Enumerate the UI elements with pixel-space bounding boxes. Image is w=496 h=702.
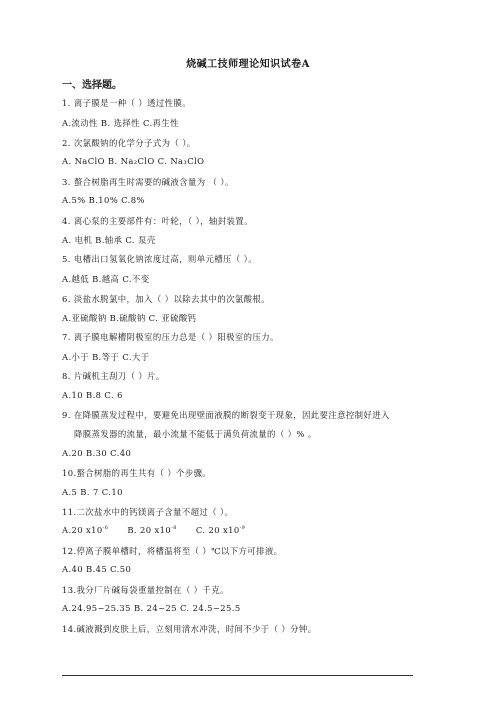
option-11-b: B. 20 x10: [127, 525, 172, 535]
question-5: 5. 电槽出口氢氧化钠浓度过高，则单元槽压（ ）。: [62, 254, 257, 264]
question-9-continued: 降膜蒸发器的流量，最小流量不能低于满负荷流量的（ ）% 。: [74, 429, 317, 439]
exam-title: 烧碱工技师理论知识试卷A: [186, 59, 310, 70]
option-11-a-exponent: -6: [102, 525, 109, 532]
option-11-c-exponent: -9: [239, 525, 246, 532]
options-2: A. NaClO B. Na₂ClO C. Na₃ClO: [62, 156, 205, 166]
question-13: 13.我分厂片碱每袋重量控制在（ ）千克。: [62, 585, 229, 595]
options-9: A.20 B.30 C.40: [62, 448, 132, 458]
options-10: A.5 B. 7 C.10: [62, 487, 123, 497]
question-14: 14.碱液溅到皮肤上后，立刻用清水冲洗，时间不少于（ ）分钟。: [62, 624, 317, 634]
options-13: A.24.95~25.35 B. 24~25 C. 24.5~25.5: [62, 603, 241, 613]
options-11: [62, 525, 245, 535]
question-3: 3. 螯合树脂再生时需要的碱液含量为 （ ）。: [62, 177, 234, 187]
options-7: A.小于 B.等于 C.大于: [62, 352, 150, 362]
question-10: 10.螯合树脂的再生共有（ ）个步骤。: [62, 468, 212, 478]
option-11-b-exponent: -8: [171, 525, 177, 532]
options-4: A. 电机 B.轴承 C. 泵壳: [62, 235, 156, 245]
question-6: 6. 淡盐水脱氯中，加入（ ）以除去其中的次氯酸根。: [62, 294, 270, 304]
options-8: A.10 B.8 C. 6: [62, 390, 123, 400]
question-8: 8. 片碱机主刮刀（ ）片。: [62, 371, 165, 381]
question-4: 4. 离心泵的主要部件有：叶轮，（ ），轴封装置。: [62, 216, 253, 226]
question-9: 9. 在降膜蒸发过程中，要避免出现壁面液膜的断裂变干现象，因此要注意控制好进入: [62, 410, 390, 420]
section-heading: 一、选择题。: [62, 80, 122, 91]
footer-rule: [62, 675, 413, 676]
options-3: A.5% B.10% C.8%: [62, 195, 145, 205]
options-12: A.40 B.45 C.50: [62, 564, 132, 574]
question-7: 7. 离子膜电解槽阴极室的压力总是（ ）阳极室的压力。: [62, 332, 279, 342]
option-11-c: C. 20 x10: [195, 525, 240, 535]
options-6: A.亚硫酸钠 B.硫酸钠 C. 亚硫酸钙: [62, 313, 197, 323]
question-2: 2. 次氯酸钠的化学分子式为（ ）。: [62, 138, 196, 148]
question-11: 11.二次盐水中的钙镁离子含量不超过（ ）。: [62, 507, 234, 517]
options-1: A.流动性 B. 选择性 C.再生性: [62, 118, 179, 128]
question-1: 1. 离子膜是一种（ ）透过性膜。: [62, 98, 191, 108]
question-12: 12.停离子膜单槽时，将槽温将至（ ）℃以下方可排液。: [62, 546, 283, 556]
option-11-a: A.20 x10: [62, 525, 103, 535]
options-5: A.越低 B.越高 C.不变: [62, 274, 150, 284]
